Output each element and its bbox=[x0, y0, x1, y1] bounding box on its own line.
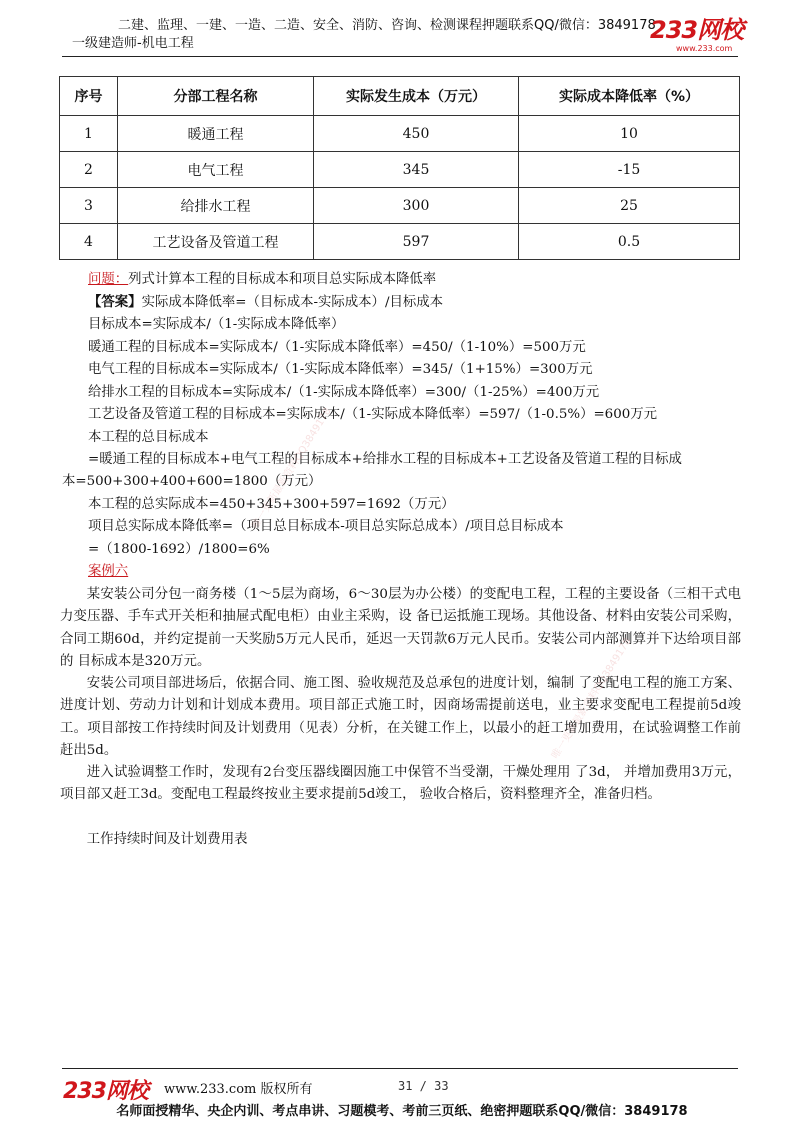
answer-label: 【答案】 bbox=[88, 294, 142, 310]
case-paragraph: 安装公司项目部进场后，依据合同、施工图、验收规范及总承包的进度计划，编制 了变配电工程的施工方案、进度计划、劳动力计划和计划成本费用。项目部正式施工时，因商场需提前送电，业主要求变配电工程提前5d竣工。项目部按工作持续时间及计划费用（见表）分析，在关键工作上，以最小的赶工增加费用，在试验调整工作前赶出5d。 bbox=[60, 676, 741, 758]
table-cell: 工艺设备及管道工程 bbox=[118, 224, 314, 260]
footer-brand-logo: 233网校 bbox=[63, 1079, 148, 1104]
table-cell: 10 bbox=[519, 116, 740, 152]
answer-formula: 实际成本降低率=（目标成本-实际成本）/目标成本 bbox=[141, 295, 444, 310]
table-cell: 345 bbox=[314, 152, 519, 188]
column-header: 序号 bbox=[60, 77, 118, 116]
document-subtitle: 一级建造师-机电工程 bbox=[72, 36, 194, 51]
answer-line: 本工程的总实际成本=450+345+300+597=1692（万元） bbox=[88, 497, 455, 512]
case-title: 案例六 bbox=[88, 564, 129, 579]
answer-line: =（1800-1692）/1800=6% bbox=[88, 542, 270, 557]
answer-line: 电气工程的目标成本=实际成本/（1-实际成本降低率）=345/（1+15%）=300万元 bbox=[88, 362, 593, 377]
footer-divider bbox=[62, 1068, 738, 1069]
table-cell: 4 bbox=[60, 224, 118, 260]
watermark: 唯一更新最新资料QQ3849178 bbox=[550, 636, 634, 761]
page-number: 31 / 33 bbox=[398, 1079, 449, 1093]
table-cell: 电气工程 bbox=[118, 152, 314, 188]
table-cell: 2 bbox=[60, 152, 118, 188]
watermark: 唯一更新最新资料QQ3849178 bbox=[250, 406, 334, 531]
table-header-row bbox=[60, 77, 740, 116]
table-row bbox=[60, 152, 740, 188]
table-cell: 25 bbox=[519, 188, 740, 224]
column-header: 实际成本降低率（%） bbox=[519, 77, 740, 116]
table-cell: 597 bbox=[314, 224, 519, 260]
table-cell: -15 bbox=[519, 152, 740, 188]
table-cell: 给排水工程 bbox=[118, 188, 314, 224]
column-header: 实际发生成本（万元） bbox=[314, 77, 519, 116]
table-caption: 工作持续时间及计划费用表 bbox=[86, 832, 248, 847]
case-paragraph: 进入试验调整工作时，发现有2台变压器线圈因施工中保管不当受潮，干燥处理用 了3d， 并增加费用3万元，项目部又赶工3d。变配电工程最终按业主要求提前5d竣工， 验收合格后，资料整理齐全，准备归档。 bbox=[60, 765, 741, 803]
table-cell: 3 bbox=[60, 188, 118, 224]
brand-logo: 233网校 bbox=[650, 16, 744, 44]
question-label: 问题： bbox=[88, 272, 129, 287]
answer-line: 目标成本=实际成本/（1-实际成本降低率） bbox=[88, 317, 345, 332]
answer-line: 给排水工程的目标成本=实际成本/（1-实际成本降低率）=300/（1-25%）=400万元 bbox=[88, 385, 600, 400]
answer-line: 工艺设备及管道工程的目标成本=实际成本/（1-实际成本降低率）=597/（1-0.5%）=600万元 bbox=[88, 407, 658, 422]
table-cell: 暖通工程 bbox=[118, 116, 314, 152]
question bbox=[88, 270, 436, 290]
answer-line: 本=500+300+400+600=1800（万元） bbox=[62, 474, 322, 489]
case-paragraph: 某安装公司分包一商务楼（1～5层为商场，6～30层为办公楼）的变配电工程，工程的主要设备（三相干式电力变压器、手车式开关柜和抽屉式配电柜）由业主采购，设 备已运抵施工现场。其他设备、材料由安装公司采购，合同工期60d，并约定提前一天奖励5万元人民币，延迟一天罚款6万元人民币。安装公司内部测算并下达给项目部的 目标成本是320万元。 bbox=[60, 587, 741, 669]
answer-first-line bbox=[88, 292, 443, 313]
table-cell: 450 bbox=[314, 116, 519, 152]
table-row bbox=[60, 116, 740, 152]
answer-line: 项目总实际成本降低率=（项目总目标成本-项目总实际总成本）/项目总目标成本 bbox=[88, 519, 564, 534]
cost-table bbox=[59, 76, 740, 260]
table-row bbox=[60, 224, 740, 260]
answer-line: 本工程的总目标成本 bbox=[88, 430, 209, 445]
question-text: 列式计算本工程的目标成本和项目总实际成本降低率 bbox=[128, 272, 437, 287]
column-header: 分部工程名称 bbox=[118, 77, 314, 116]
table-row bbox=[60, 188, 740, 224]
brand-logo-url: www.233.com bbox=[676, 44, 733, 53]
table-cell: 1 bbox=[60, 116, 118, 152]
table-cell: 0.5 bbox=[519, 224, 740, 260]
table-cell: 300 bbox=[314, 188, 519, 224]
header-contact-line: 二建、监理、一建、一造、二造、安全、消防、咨询、检测课程押题联系QQ/微信：3849178 bbox=[118, 18, 656, 33]
answer-line: =暖通工程的目标成本+电气工程的目标成本+给排水工程的目标成本+工艺设备及管道工程的目标成 bbox=[88, 452, 682, 467]
header-divider bbox=[62, 56, 738, 57]
footer-contact-line: 名师面授精华、央企内训、考点串讲、习题模考、考前三页纸、绝密押题联系QQ/微信：3849178 bbox=[116, 1104, 688, 1119]
footer-copyright: www.233.com 版权所有 bbox=[164, 1082, 313, 1097]
answer-line: 暖通工程的目标成本=实际成本/（1-实际成本降低率）=450/（1-10%）=500万元 bbox=[88, 340, 586, 355]
